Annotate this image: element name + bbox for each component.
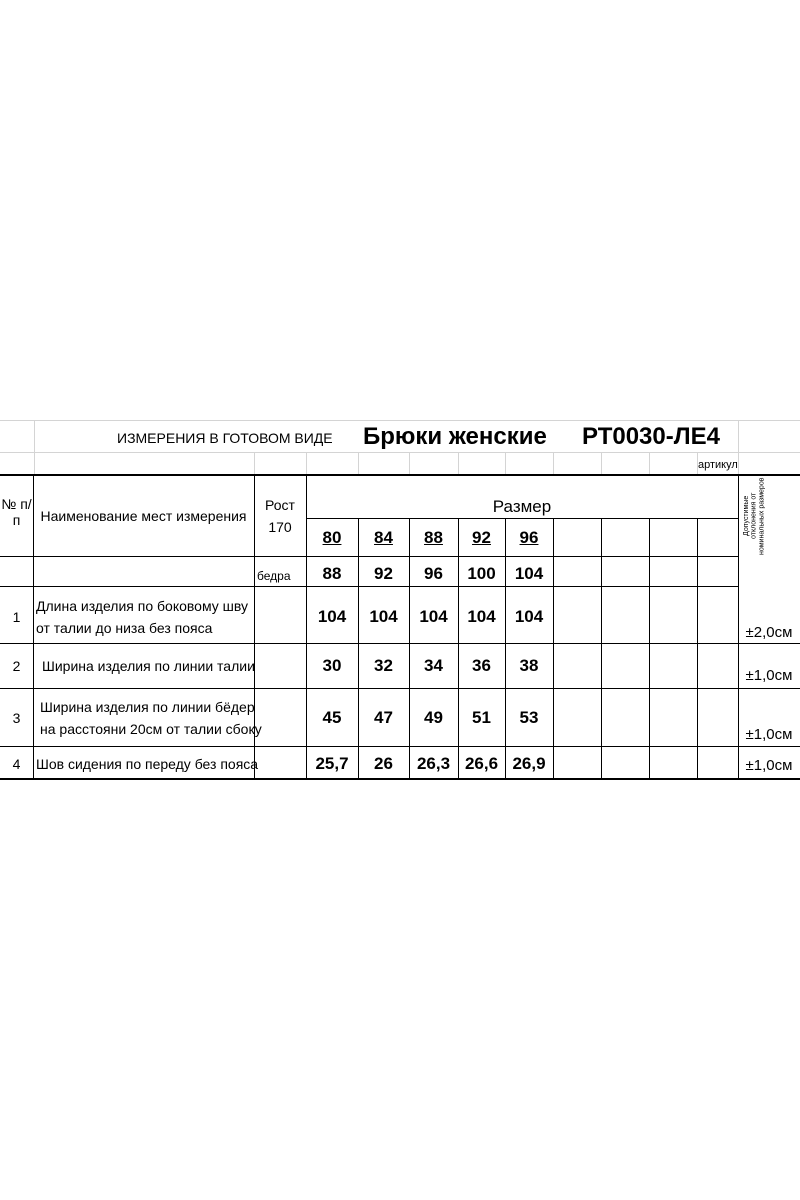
row-value: 30 — [322, 656, 342, 675]
row-value: 32 — [374, 656, 393, 675]
table-border — [0, 778, 800, 780]
row-number: 2 — [12, 658, 21, 674]
row-number: 3 — [12, 710, 21, 726]
article-label: артикул — [698, 459, 738, 471]
tolerance-note: Допустимые отклонения от номинальных размеров — [743, 477, 766, 555]
row-value: 38 — [519, 656, 539, 675]
row-name: Ширина изделия по линии талии — [42, 658, 255, 674]
grid-line — [553, 452, 554, 474]
row-value: 25,7 — [315, 754, 349, 773]
row-name: Ширина изделия по линии бёдер — [40, 699, 255, 715]
size-96: 96 — [519, 528, 539, 547]
row-value: 104 — [514, 607, 544, 626]
size-92: 92 — [472, 528, 491, 547]
row-tolerance: ±1,0см — [745, 757, 793, 774]
grid-line — [0, 420, 800, 421]
table-border — [0, 586, 738, 587]
row-value: 26,9 — [512, 754, 546, 773]
row-value: 26,3 — [416, 754, 451, 773]
grid-line — [0, 452, 800, 453]
table-border — [306, 518, 738, 519]
grid-line — [738, 420, 739, 474]
product-title: Брюки женские — [363, 423, 547, 450]
height-label: Рост — [265, 497, 295, 513]
row-value: 34 — [424, 656, 443, 675]
row-name: на расстояни 20см от талии сбоку — [40, 721, 262, 737]
row-value: 26,6 — [464, 754, 499, 773]
row-name: Длина изделия по боковому шву — [36, 598, 248, 614]
grid-line — [505, 452, 506, 474]
grid-line — [649, 452, 650, 474]
height-value: 170 — [268, 519, 292, 535]
table-border — [553, 518, 554, 778]
row-tolerance: ±2,0см — [745, 624, 793, 641]
row-value: 104 — [369, 607, 398, 626]
row-value: 26 — [374, 754, 393, 773]
table-border — [458, 518, 459, 778]
row-value: 47 — [374, 708, 393, 727]
row-name: от талии до низа без пояса — [36, 620, 213, 636]
row-value: 104 — [419, 607, 448, 626]
grid-line — [306, 452, 307, 474]
hips-value: 104 — [514, 564, 544, 583]
hips-value: 92 — [374, 564, 393, 583]
number-header: № п/п — [1, 496, 32, 529]
table-border — [0, 688, 800, 689]
row-number: 4 — [12, 756, 21, 772]
row-number: 1 — [12, 609, 21, 625]
table-border — [505, 518, 506, 778]
row-name: Шов сидения по переду без пояса — [36, 756, 259, 772]
hips-value: 100 — [467, 564, 496, 583]
table-border — [697, 518, 698, 778]
table-caption: ИЗМЕРЕНИЯ В ГОТОВОМ ВИДЕ — [117, 430, 333, 446]
article-code: РТ0030-ЛЕ4 — [582, 423, 720, 450]
row-value: 104 — [317, 607, 347, 626]
row-tolerance: ±1,0см — [745, 667, 793, 684]
row-value: 51 — [472, 708, 491, 727]
hips-value: 88 — [322, 564, 342, 583]
row-value: 53 — [519, 708, 539, 727]
grid-line — [601, 452, 602, 474]
hips-label: бедра — [257, 569, 291, 583]
grid-line — [34, 420, 35, 474]
row-value: 36 — [472, 656, 491, 675]
table-border — [0, 643, 800, 644]
size-group-header: Размер — [492, 497, 552, 516]
grid-line — [254, 452, 255, 474]
hips-value: 96 — [424, 564, 443, 583]
row-tolerance: ±1,0см — [745, 726, 793, 743]
grid-line — [458, 452, 459, 474]
size-80: 80 — [322, 528, 342, 547]
grid-line — [358, 452, 359, 474]
table-border — [409, 518, 410, 778]
grid-line — [409, 452, 410, 474]
row-value: 49 — [424, 708, 443, 727]
size-84: 84 — [374, 528, 393, 547]
name-header: Наименование мест измерения — [40, 508, 247, 524]
table-border — [0, 556, 738, 557]
table-border — [0, 474, 800, 476]
size-88: 88 — [424, 528, 443, 547]
row-value: 104 — [467, 607, 496, 626]
table-border — [649, 518, 650, 778]
table-border — [358, 518, 359, 778]
table-border — [601, 518, 602, 778]
row-value: 45 — [322, 708, 342, 727]
table-border — [0, 746, 800, 747]
